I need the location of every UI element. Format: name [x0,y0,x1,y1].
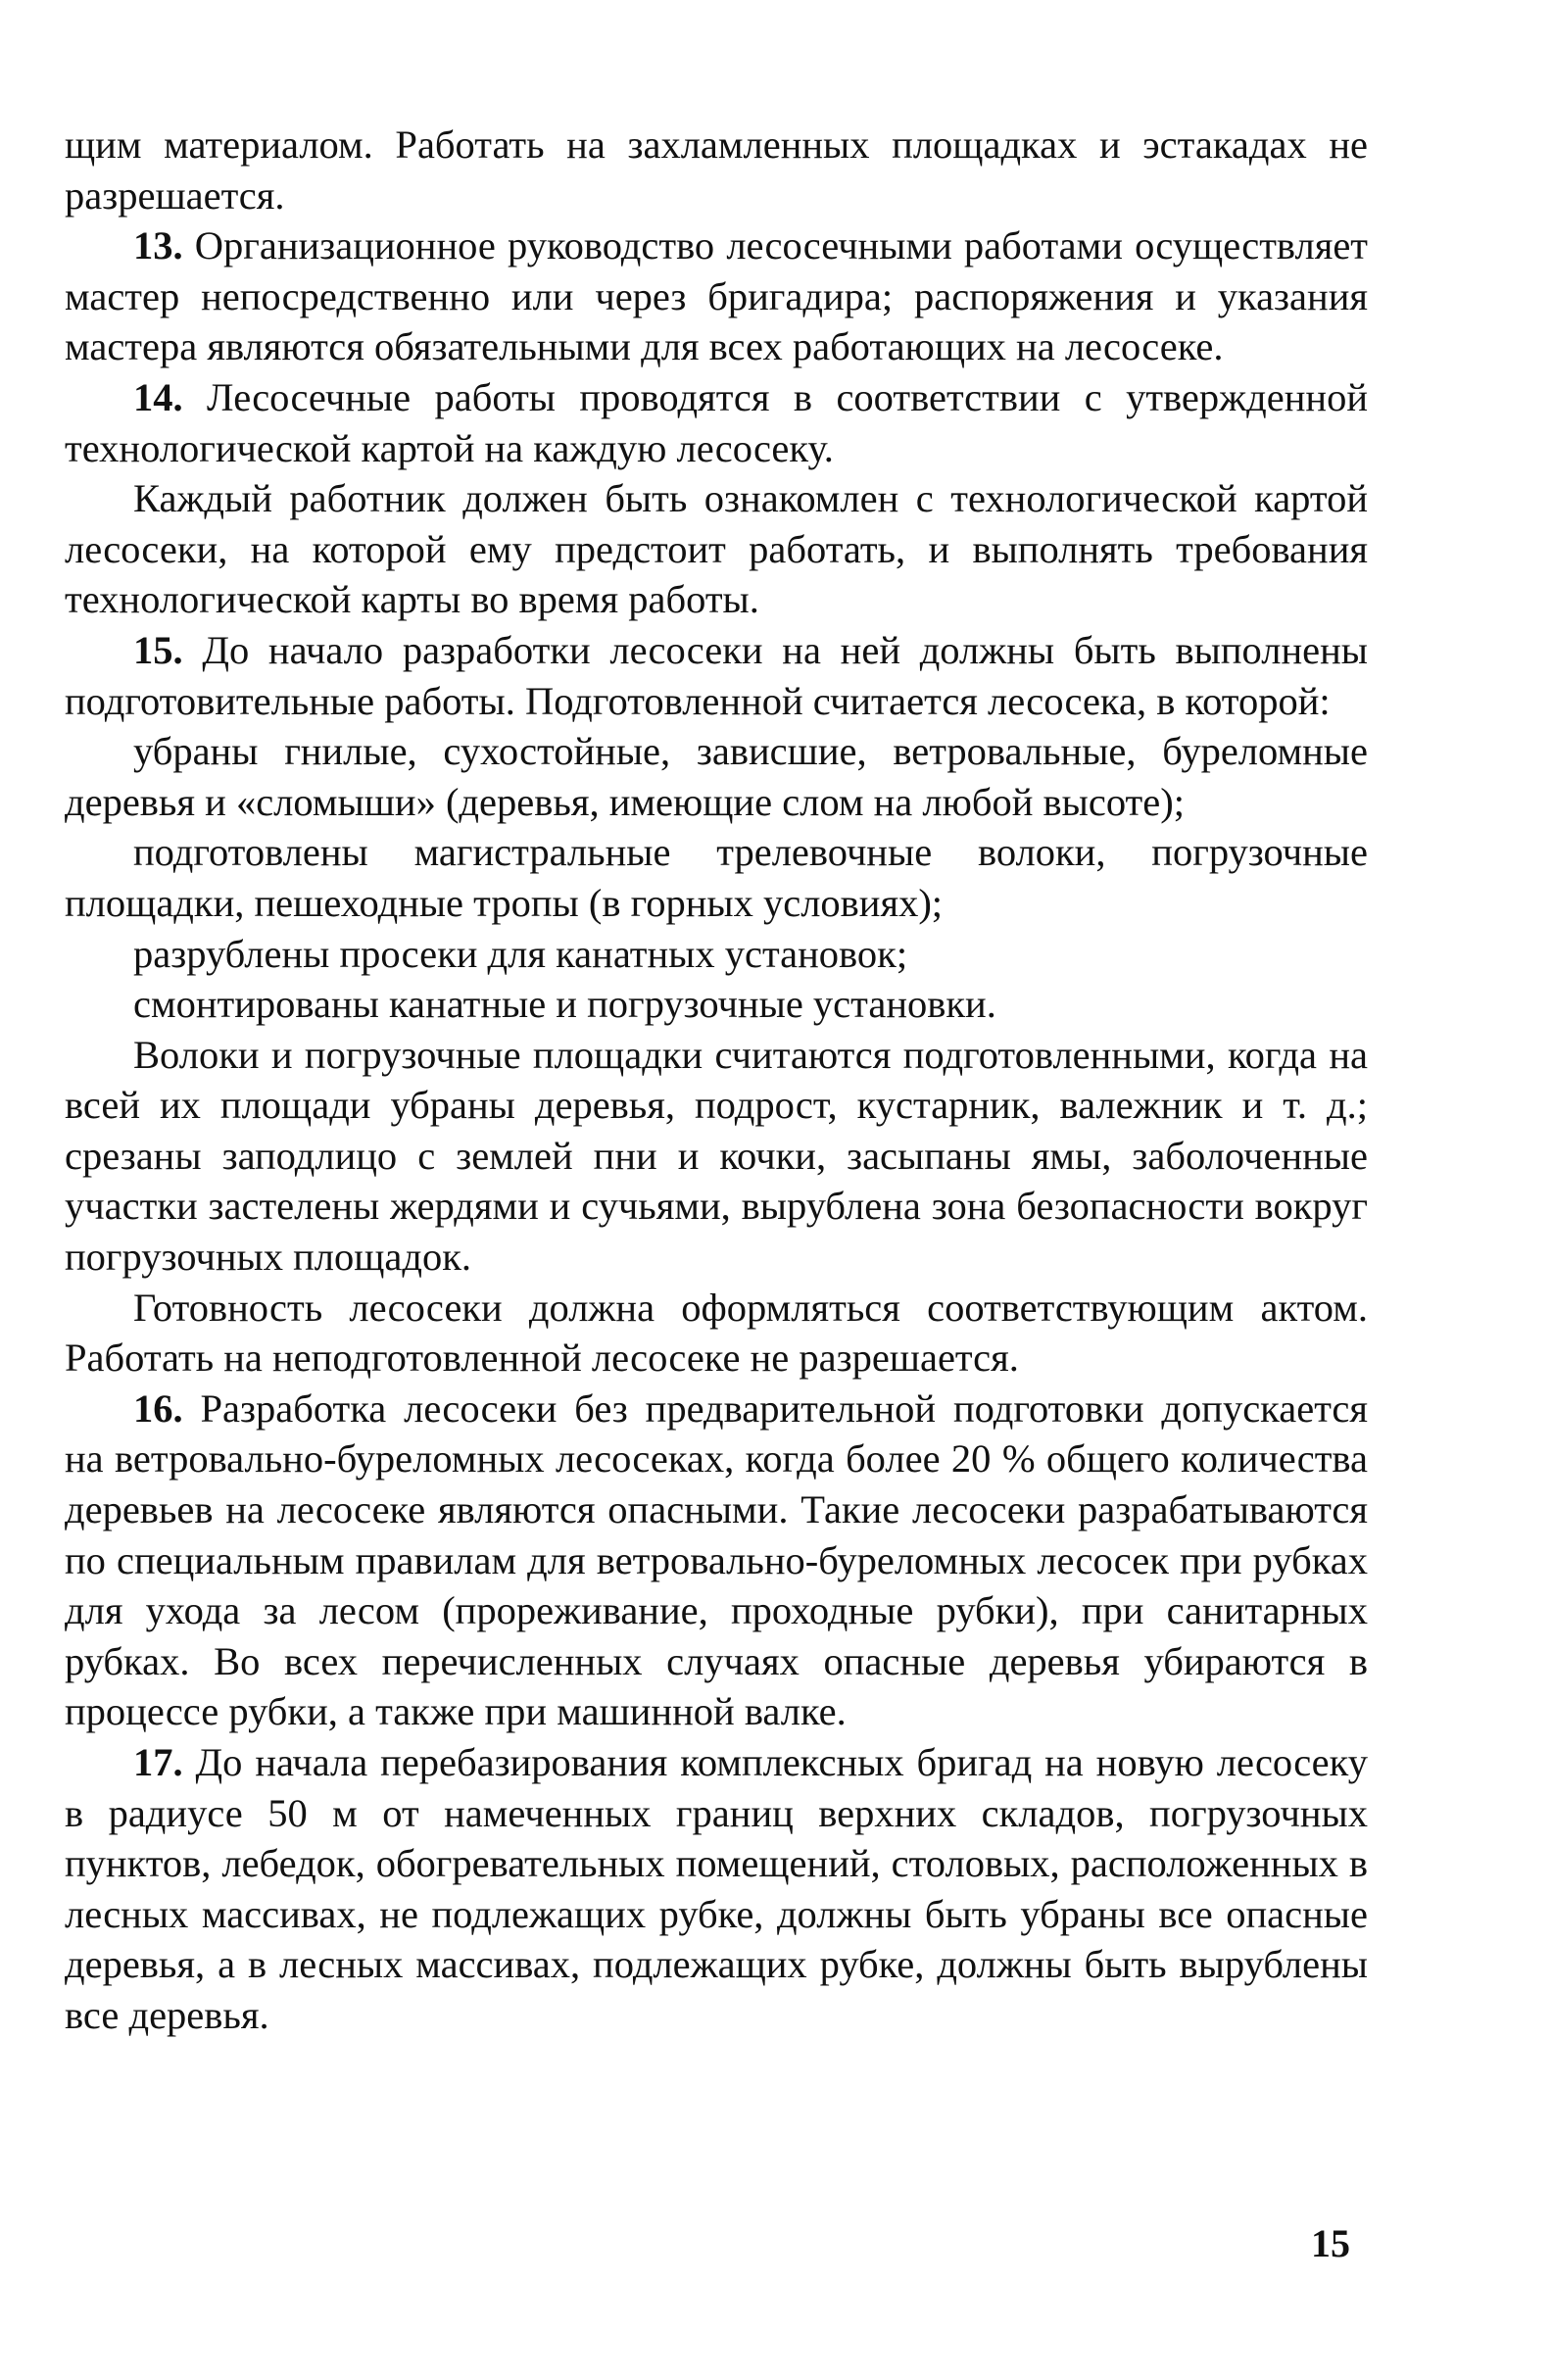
list-item [65,726,1368,827]
paragraph-17 [65,1737,1368,2041]
page-number: 15 [1311,2221,1350,2265]
paragraph-text: Волоки и погрузочные площадки считаются подготовленными, когда на всей их площади убраны деревья, подрост, кустарник, валежник и т. д.; срезаны заподлицо с землей пни и кочки, засыпаны ямы, заболоченные участки застелены жердями и сучьями, вырублена зона безопасности вокруг погрузочных площадок. [65,1032,1368,1280]
list-item-text: разрублены просеки для канатных установок; [133,931,908,976]
paragraph-number: 14. [133,374,183,419]
paragraph-text: Разработка лесосеки без предварительной подготовки допускается на ветровально-буреломных лесосеках, когда более 20 % общего количества деревьев на лесосеке являются опасными. Такие лесосеки разрабатываются по специальным правилам для ветровально-буреломных лесосек при рубках для ухода за лесом (прореживание, проходные рубки), при санитарных рубках. Во всех перечисленных случаях опасные деревья убираются в процессе рубки, а также при машинной валке. [65,1385,1368,1734]
paragraph-number: 13. [133,223,183,268]
paragraph-continuation [65,120,1368,220]
paragraph-text: Каждый работник должен быть ознакомлен с технологической картой лесосеки, на которой ему предстоит работать, и выполнять требования технологической карты во время работы. [65,476,1368,622]
paragraph-13 [65,220,1368,372]
paragraph-14-continued [65,473,1368,625]
paragraph-16 [65,1384,1368,1737]
list-item-text: подготовлены магистральные трелевочные волоки, погрузочные площадки, пешеходные тропы (в горных условиях); [65,830,1368,925]
paragraph-text: Организационное руководство лесосечными работами осуществляет мастер непосредственно или через бригадира; распоряжения и указания мастера являются обязательными для всех работающих на лесосеке. [65,223,1368,369]
paragraph-15 [65,625,1368,726]
paragraph-14 [65,372,1368,473]
paragraph-text: Готовность лесосеки должна оформляться соответствующим актом. Работать на неподготовленной лесосеке не разрешается. [65,1285,1368,1381]
paragraph-number: 17. [133,1740,183,1784]
paragraph-text: Лесосечные работы проводятся в соответствии с утвержденной технологической картой на каждую лесосеку. [65,374,1368,470]
paragraph-text: До начало разработки лесосеки на ней должны быть выполнены подготовительные работы. Подготовленной считается лесосека, в которой: [65,627,1368,723]
paragraph-text: щим материалом. Работать на захламленных площадках и эстакадах не разрешается. [65,122,1368,218]
list-item-text: убраны гнилые, сухостойные, зависшие, ветровальные, буреломные деревья и «сломыши» (деревья, имеющие слом на любой высоте); [65,729,1368,824]
list-item-text: смонтированы канатные и погрузочные установки. [133,982,996,1027]
paragraph-text: До начала перебазирования комплексных бригад на новую лесосеку в радиусе 50 м от намеченных границ верхних складов, погрузочных пунктов, лебедок, обогревательных помещений, столовых, расположенных в лесных массивах, не подлежащих рубке, должны быть убраны все опасные деревья, а в лесных массивах, подлежащих рубке, должны быть вырублены все деревья. [65,1740,1368,2037]
paragraph-15-readiness [65,1283,1368,1384]
list-item [65,979,1368,1030]
list-item [65,827,1368,928]
list-item [65,929,1368,980]
paragraph-number: 15. [133,627,183,672]
paragraph-number: 16. [133,1385,183,1431]
paragraph-15-detail [65,1030,1368,1283]
document-page [65,120,1368,2041]
